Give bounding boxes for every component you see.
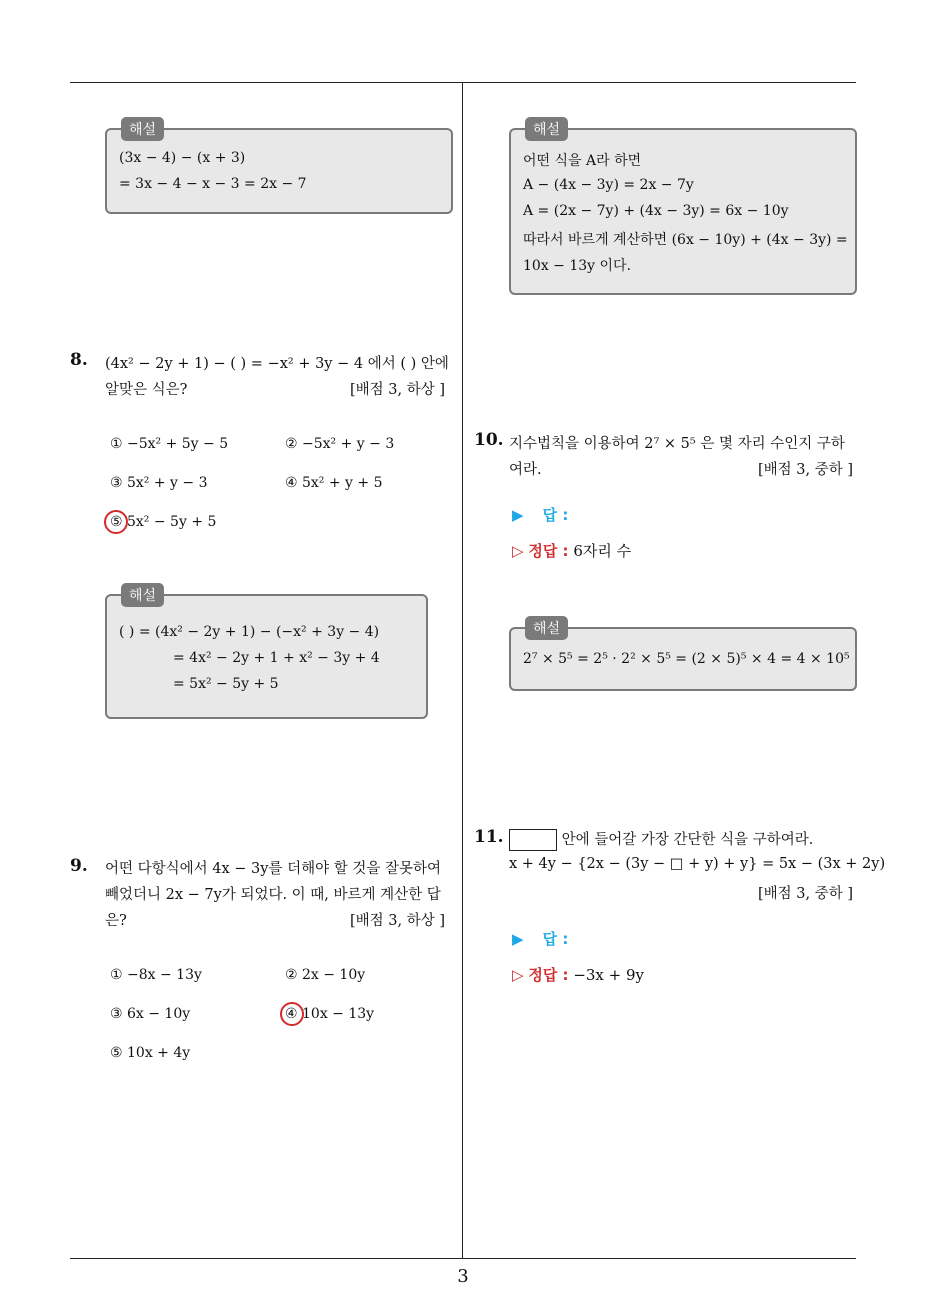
question-number: 8. (70, 350, 88, 370)
solution-line: 2⁷ × 5⁵ = 2⁵ · 2² × 5⁵ = (2 × 5)⁵ × 4 = 4 × 10⁵ (523, 651, 850, 667)
solution-box-10 (509, 621, 857, 691)
selected-answer-circle (280, 1002, 304, 1026)
correct-answer-label: 정답 : (528, 966, 569, 984)
solution-line: ( ) = (4x² − 2y + 1) − (−x² + 3y − 4) (119, 624, 380, 640)
question-number: 10. (474, 430, 504, 450)
correct-answer-value: −3x + 9y (573, 966, 645, 984)
outline-play-icon: ▷ (512, 966, 524, 984)
answer-label: 답 : (542, 506, 569, 524)
solution-line: = 4x² − 2y + 1 + x² − 3y + 4 (173, 650, 380, 666)
solution-line: = 5x² − 5y + 5 (173, 676, 279, 692)
question-text: 여라. (509, 462, 542, 478)
option-1[interactable]: ① −8x − 13y (110, 967, 202, 983)
solution-line: (3x − 4) − (x + 3) (119, 150, 246, 166)
correct-answer-label: 정답 : (528, 542, 569, 560)
solution-box-7 (105, 122, 453, 214)
solution-box-8 (105, 588, 428, 719)
answer-row (512, 504, 568, 525)
question-text: 지수법칙을 이용하여 2⁷ × 5⁵ 은 몇 자리 수인지 구하 (509, 436, 845, 452)
top-rule (70, 82, 856, 83)
question-text: 어떤 다항식에서 4x − 3y를 더해야 할 것을 잘못하여 (105, 861, 441, 877)
outline-play-icon: ▷ (512, 542, 524, 560)
option-1[interactable]: ① −5x² + 5y − 5 (110, 436, 229, 452)
question-number: 11. (474, 827, 504, 847)
score-label: [배점 3, 하상 ] (350, 382, 446, 398)
solution-line: 어떤 식을 A라 하면 (523, 153, 642, 169)
solution-tag: 해설 (525, 616, 568, 640)
solution-tag: 해설 (121, 583, 164, 607)
option-3[interactable]: ③ 6x − 10y (110, 1006, 191, 1022)
page-number: 3 (457, 1266, 469, 1287)
answer-label: 답 : (542, 930, 569, 948)
option-4[interactable]: ④ 10x − 13y (285, 1006, 375, 1022)
option-2[interactable]: ② −5x² + y − 3 (285, 436, 395, 452)
correct-answer-value: 6자리 수 (573, 542, 632, 560)
selected-answer-circle (104, 510, 128, 534)
solution-tag: 해설 (525, 117, 568, 141)
bottom-rule (70, 1258, 856, 1259)
question-text: 알맞은 식은? (105, 382, 188, 398)
play-icon: ▶ (512, 506, 524, 524)
answer-blank-box (509, 829, 557, 851)
score-label: [배점 3, 중하 ] (758, 462, 854, 478)
question-number: 9. (70, 856, 88, 876)
option-5[interactable]: ⑤ 5x² − 5y + 5 (110, 514, 217, 530)
score-label: [배점 3, 중하 ] (758, 886, 854, 902)
question-text-tail: 안에 들어갈 가장 간단한 식을 구하여라. (561, 832, 814, 848)
correct-answer-row (512, 540, 631, 561)
answer-row (512, 928, 568, 949)
correct-answer-row (512, 964, 644, 985)
score-label: [배점 3, 하상 ] (350, 913, 446, 929)
solution-line: = 3x − 4 − x − 3 = 2x − 7 (119, 176, 307, 192)
question-text: 빼었더니 2x − 7y가 되었다. 이 때, 바르게 계산한 답 (105, 887, 441, 903)
solution-tag: 해설 (121, 117, 164, 141)
question-text: (4x² − 2y + 1) − ( ) = −x² + 3y − 4 에서 ( ) 안에 (105, 356, 449, 372)
play-icon: ▶ (512, 930, 524, 948)
solution-line: A − (4x − 3y) = 2x − 7y (523, 177, 694, 193)
solution-line: 10x − 13y 이다. (523, 258, 632, 274)
option-2[interactable]: ② 2x − 10y (285, 967, 366, 983)
question-text (509, 828, 813, 851)
option-5[interactable]: ⑤ 10x + 4y (110, 1045, 191, 1061)
question-text: 은? (105, 913, 127, 929)
option-3[interactable]: ③ 5x² + y − 3 (110, 475, 208, 491)
solution-line: 따라서 바르게 계산하면 (6x − 10y) + (4x − 3y) = (523, 232, 848, 248)
question-equation: x + 4y − {2x − (3y − □ + y) + y} = 5x − (3x + 2y) (509, 856, 886, 872)
option-4[interactable]: ④ 5x² + y + 5 (285, 475, 383, 491)
column-divider (462, 83, 463, 1259)
solution-line: A = (2x − 7y) + (4x − 3y) = 6x − 10y (523, 203, 789, 219)
solution-box-9 (509, 122, 857, 295)
